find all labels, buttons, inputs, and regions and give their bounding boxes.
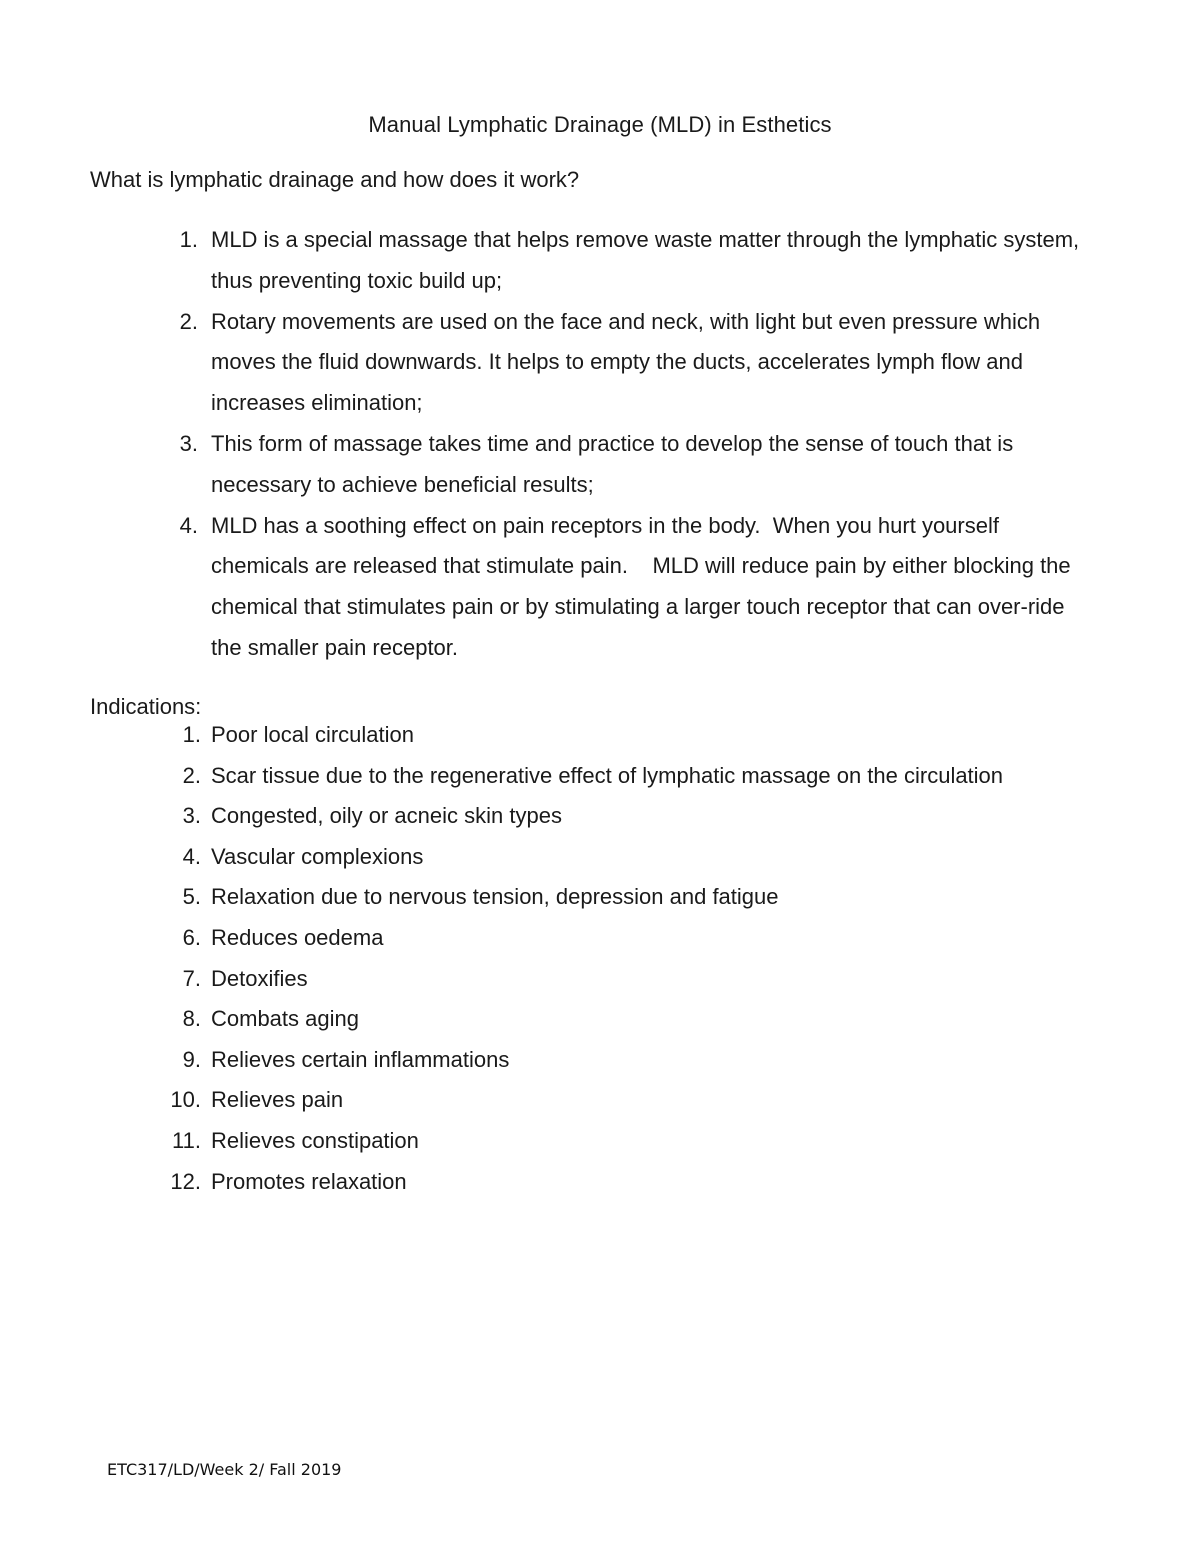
- indication-text: Vascular complexions: [211, 843, 424, 869]
- page-footer: ETC317/LD/Week 2/ Fall 2019: [107, 1460, 342, 1479]
- indications-list: [160, 721, 1100, 1208]
- answer-list: [160, 220, 1080, 669]
- indication-text: Scar tissue due to the regenerative effect of lymphatic massage on the circulation: [211, 762, 1004, 788]
- indication-number: 5.: [182, 884, 201, 910]
- indication-item: [160, 965, 1100, 1006]
- indication-text: Poor local circulation: [211, 722, 414, 747]
- document-title: Manual Lymphatic Drainage (MLD) in Esthetics: [368, 112, 832, 137]
- indication-item: [160, 762, 1100, 803]
- indication-item: [160, 1168, 1100, 1209]
- indication-item: [160, 1086, 1100, 1127]
- indication-text: Relieves certain inflammations: [211, 1046, 510, 1072]
- indication-item: [160, 721, 1100, 762]
- indication-text: Relieves constipation: [211, 1127, 419, 1153]
- answer-item: [160, 424, 1080, 506]
- answer-text: MLD is a special massage that helps remove waste matter through the lymphatic system, thus preventing toxic build up;: [211, 227, 1080, 293]
- indication-text: Relieves pain: [211, 1087, 344, 1113]
- indication-item: [160, 802, 1100, 843]
- answer-item: [160, 506, 1080, 669]
- answer-item: [160, 220, 1080, 302]
- indication-item: [160, 883, 1100, 924]
- indication-item: [160, 843, 1100, 884]
- answer-number: 4.: [179, 512, 198, 538]
- indication-number: 4.: [182, 843, 201, 869]
- indication-number: 7.: [182, 965, 201, 991]
- indication-text: Congested, oily or acneic skin types: [211, 803, 562, 829]
- answer-text: Rotary movements are used on the face and neck, with light but even pressure which moves the fluid downwards. It helps to empty the ducts, accelerates lymph flow and increases elimination;: [211, 308, 1041, 416]
- indication-item: [160, 1005, 1100, 1046]
- indication-number: 9.: [182, 1046, 201, 1072]
- indication-text: Promotes relaxation: [211, 1168, 407, 1194]
- question-heading: What is lymphatic drainage and how does it work?: [90, 167, 580, 192]
- indication-item: [160, 924, 1100, 965]
- indication-number: 8.: [182, 1006, 201, 1032]
- indication-number: 12.: [170, 1168, 201, 1194]
- indication-number: 1.: [182, 722, 201, 747]
- indication-item: [160, 1127, 1100, 1168]
- indication-text: Relaxation due to nervous tension, depression and fatigue: [211, 884, 779, 910]
- indication-number: 10.: [170, 1087, 201, 1113]
- indications-heading: Indications:: [90, 694, 202, 719]
- indication-text: Reduces oedema: [211, 924, 384, 950]
- answer-number: 1.: [179, 227, 198, 252]
- answer-text: MLD has a soothing effect on pain receptors in the body. When you hurt yourself chemicals are released that stimulate pain. MLD will reduce pain by either blocking the chemical that stimulates pain or by stimulating a larger touch receptor that can over-ride the smaller pain receptor.: [211, 512, 1077, 660]
- indication-number: 2.: [182, 762, 201, 788]
- indication-text: Combats aging: [211, 1006, 359, 1032]
- answer-item: [160, 302, 1080, 424]
- indication-number: 3.: [182, 803, 201, 829]
- answer-number: 2.: [179, 308, 198, 334]
- answer-text: This form of massage takes time and practice to develop the sense of touch that is necessary to achieve beneficial results;: [211, 430, 1014, 497]
- answer-number: 3.: [179, 430, 198, 456]
- indication-text: Detoxifies: [211, 965, 308, 991]
- indication-number: 6.: [182, 924, 201, 950]
- indication-number: 11.: [172, 1127, 201, 1153]
- indication-item: [160, 1046, 1100, 1087]
